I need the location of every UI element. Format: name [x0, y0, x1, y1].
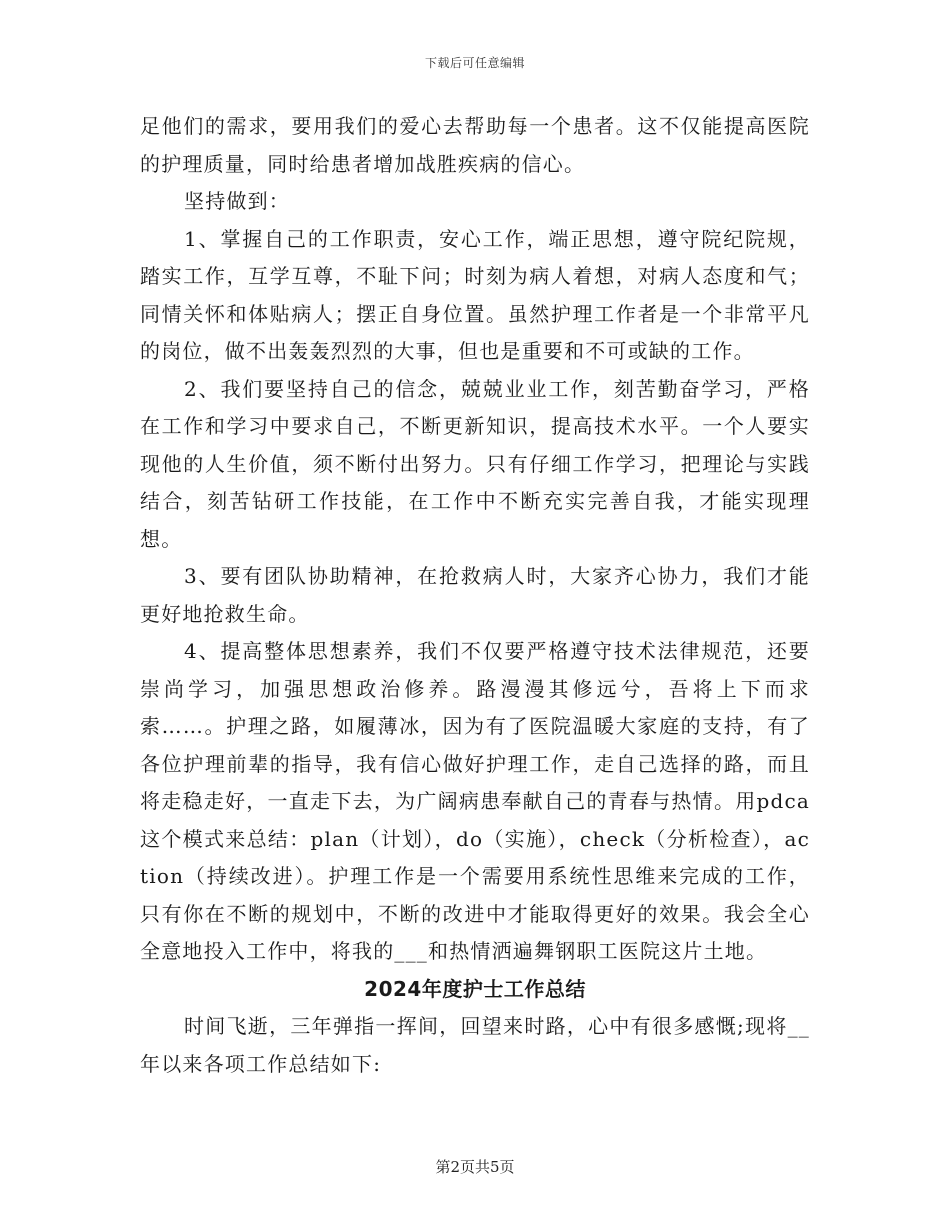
- document-body: [140, 108, 810, 1083]
- paragraph-summary-intro: 时间飞逝，三年弹指一挥间，回望来时路，心中有很多感慨;现将__年以来各项工作总结如下:: [140, 1014, 810, 1076]
- paragraph-item-1: 1、掌握自己的工作职责，安心工作，端正思想，遵守院纪院规，踏实工作，互学互尊，不耻下问；时刻为病人着想，对病人态度和气；同情关怀和体贴病人；摆正自身位置。虽然护理工作者是一个非常平凡的岗位，做不出轰轰烈烈的大事，但也是重要和不可或缺的工作。: [140, 226, 810, 363]
- paragraph-item-2: 2、我们要坚持自己的信念，兢兢业业工作，刻苦勤奋学习，严格在工作和学习中要求自己，不断更新知识，提高技术水平。一个人要实现他的人生价值，须不断付出努力。只有仔细工作学习，把理论与实践结合，刻苦钻研工作技能，在工作中不断充实完善自我，才能实现理想。: [140, 376, 810, 551]
- page-header-note: 下载后可任意编辑: [424, 56, 525, 70]
- paragraph-intro: 坚持做到：: [184, 189, 290, 213]
- section-title: 2024年度护士工作总结: [364, 976, 586, 1001]
- paragraph-item-4: 4、提高整体思想素养，我们不仅要严格遵守技术法律规范，还要崇尚学习，加强思想政治修养。路漫漫其修远兮，吾将上下而求索……。护理之路，如履薄冰，因为有了医院温暖大家庭的支持，有了各位护理前辈的指导，我有信心做好护理工作，走自己选择的路，而且将走稳走好，一直走下去，为广阔病患奉献自己的青春与热情。用pdca这个模式来总结：plan（计划），do（实施），check（分析检查），action（持续改进）。护理工作是一个需要用系统性思维来完成的工作，只有你在不断的规划中，不断的改进中才能取得更好的效果。我会全心全意地投入工作中，将我的___和热情洒遍舞钢职工医院这片土地。: [140, 639, 810, 963]
- page-number: 第2页共5页: [435, 1158, 515, 1176]
- paragraph-item-3: 3、要有团队协助精神，在抢救病人时，大家齐心协力，我们才能更好地抢救生命。: [140, 564, 810, 626]
- paragraph-continuation: 足他们的需求，要用我们的爱心去帮助每一个患者。这不仅能提高医院的护理质量，同时给患者增加战胜疾病的信心。: [140, 114, 810, 176]
